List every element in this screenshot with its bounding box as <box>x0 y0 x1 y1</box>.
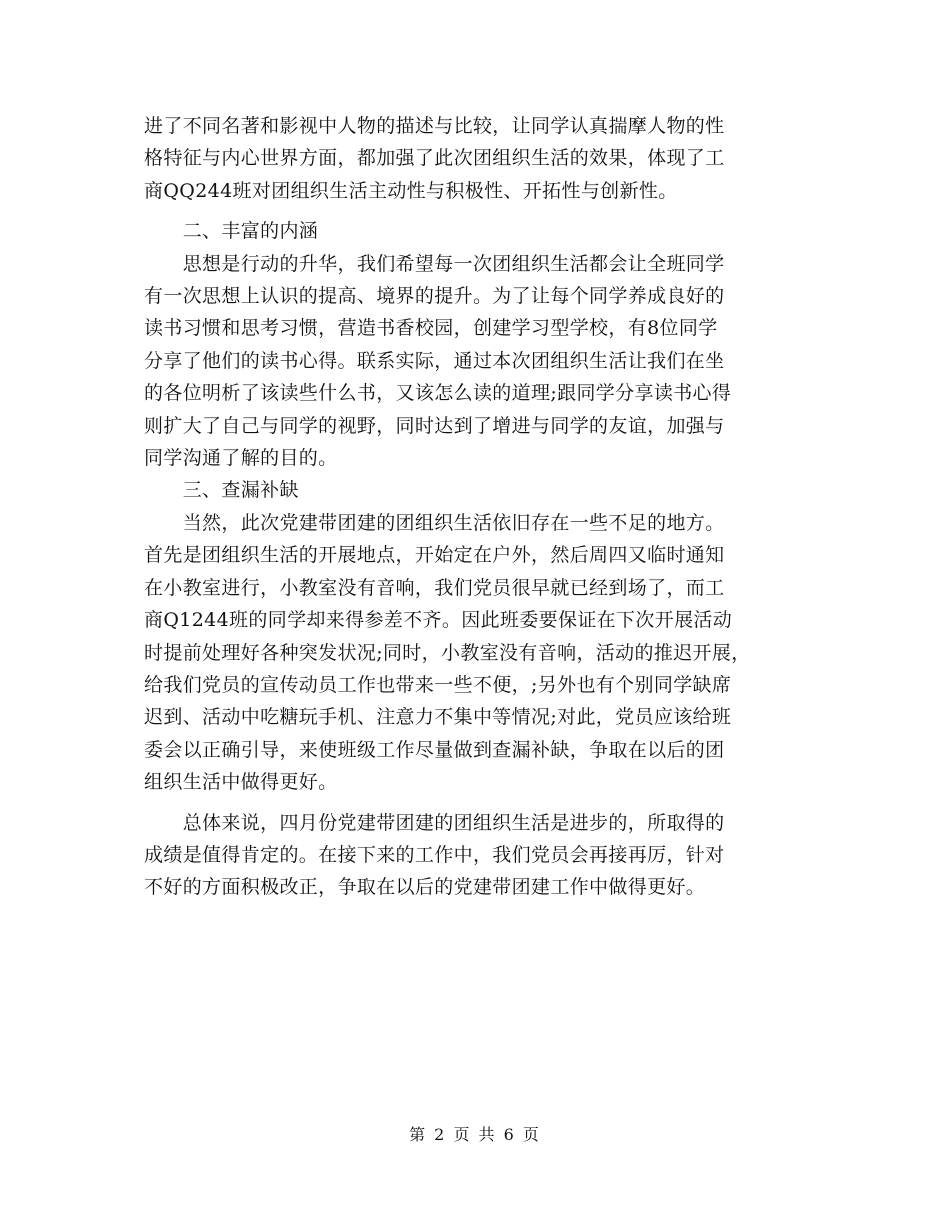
text-line: 思想是行动的升华，我们希望每一次团组织生活都会让全班同学 <box>144 252 725 275</box>
text-line: 商Q1244班的同学却来得参差不齐。因此班委要保证在下次开展活动 <box>144 609 733 632</box>
document-body <box>144 110 824 904</box>
text-line: 组织生活中做得更好。 <box>144 771 338 794</box>
text-line: 首先是团组织生活的开展地点，开始定在户外，然后周四又临时通知 <box>144 544 725 567</box>
text-line: 分享了他们的读书心得。联系实际，通过本次团组织生活让我们在坐 <box>144 349 725 372</box>
text-line: 当然，此次党建带团建的团组织生活依旧存在一些不足的地方。 <box>144 511 725 534</box>
section-heading: 二、丰富的内涵 <box>144 220 319 243</box>
text-line: 进了不同名著和影视中人物的描述与比较，让同学认真揣摩人物的性 <box>144 115 725 137</box>
text-line: 同学沟通了解的目的。 <box>144 447 338 470</box>
text-line: 总体来说，四月份党建带团建的团组织生活是进步的，所取得的 <box>144 811 725 834</box>
page-number-footer: 第 2 页 共 6 页 <box>409 1125 541 1144</box>
text-line: 格特征与内心世界方面，都加强了此次团组织生活的效果，体现了工 <box>144 147 725 170</box>
text-line: 在小教室进行，小教室没有音响，我们党员很早就已经到场了，而工 <box>144 576 725 599</box>
text-line: 迟到、活动中吃糖玩手机、注意力不集中等情况;对此，党员应该给班 <box>144 706 732 729</box>
text-line: 时提前处理好各种突发状况;同时，小教室没有音响，活动的推迟开展， <box>144 641 751 664</box>
text-line: 成绩是值得肯定的。在接下来的工作中，我们党员会再接再厉，针对 <box>144 843 725 866</box>
text-line: 的各位明析了该读些什么书，又该怎么读的道理;跟同学分享读书心得 <box>144 382 732 405</box>
text-line: 商QQ244班对团组织生活主动性与积极性、开拓性与创新性。 <box>144 179 678 202</box>
text-line: 有一次思想上认识的提高、境界的提升。为了让每个同学养成良好的 <box>144 285 725 308</box>
text-line: 则扩大了自己与同学的视野，同时达到了增进与同学的友谊，加强与 <box>144 414 725 437</box>
section-heading: 三、查漏补缺 <box>144 479 299 502</box>
text-line: 不好的方面积极改正，争取在以后的党建带团建工作中做得更好。 <box>144 876 706 899</box>
text-line: 读书习惯和思考习惯，营造书香校园，创建学习型学校，有8位同学 <box>144 317 718 340</box>
text-line: 委会以正确引导，来使班级工作尽量做到查漏补缺，争取在以后的团 <box>144 738 725 761</box>
text-line: 给我们党员的宣传动员工作也带来一些不便，;另外也有个别同学缺席 <box>144 673 732 696</box>
